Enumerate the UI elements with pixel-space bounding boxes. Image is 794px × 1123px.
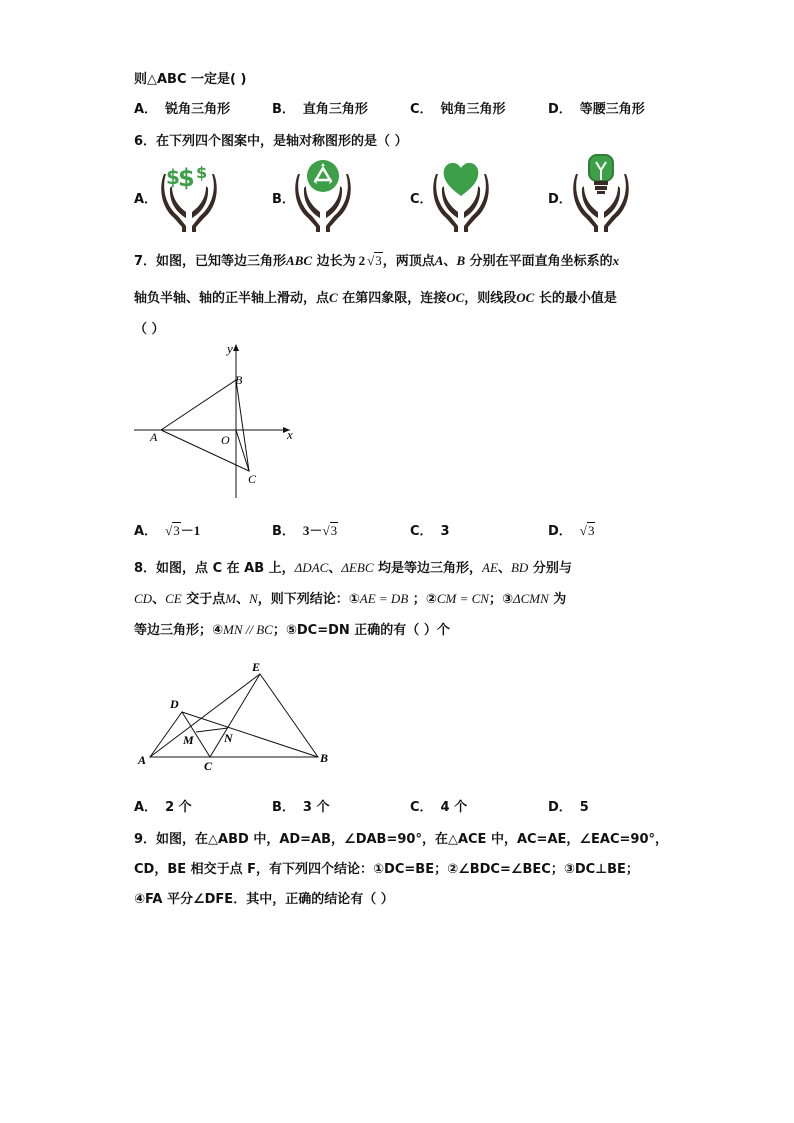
q8-triangle-figure xyxy=(130,654,340,774)
q6-option-a[interactable] xyxy=(134,188,157,207)
option-pre: 3－ xyxy=(302,523,323,538)
math-c: C xyxy=(329,290,338,305)
text-run: 为 xyxy=(548,592,567,607)
label-o: O xyxy=(221,433,230,447)
option-letter: C． xyxy=(410,800,433,815)
text-run: 分别与 xyxy=(528,561,572,576)
math-abc: ABC xyxy=(286,253,313,268)
text-run: 轴负半轴、轴的正半轴上滑动，点 xyxy=(134,291,330,306)
label-m: M xyxy=(183,733,194,747)
q8-option-a[interactable] xyxy=(134,796,192,815)
q7-option-b[interactable] xyxy=(272,520,338,539)
math-ebc: ΔEBC xyxy=(341,560,374,575)
math-cmn: ΔCMN xyxy=(512,591,549,606)
option-letter: D． xyxy=(548,524,572,539)
svg-text:$: $ xyxy=(166,165,180,189)
q7-option-a[interactable] xyxy=(134,520,200,539)
text-run: 边长为 xyxy=(312,254,356,269)
q6-option-b[interactable] xyxy=(272,188,295,207)
text-run: ，两顶点 xyxy=(382,254,435,269)
text-run: 8．如图，点 C 在 AB 上， xyxy=(134,561,295,576)
sqrt-symbol: √3 xyxy=(322,523,338,538)
option-letter: B． xyxy=(272,524,295,539)
option-text: 直角三角形 xyxy=(302,102,368,117)
label-b: B xyxy=(320,751,329,765)
option-letter: A． xyxy=(134,102,158,117)
option-letter: A． xyxy=(134,524,158,539)
option-text: 锐角三角形 xyxy=(165,102,231,117)
option-letter: B． xyxy=(272,800,295,815)
radicand: 3 xyxy=(587,523,595,538)
q8-line-3 xyxy=(134,619,450,638)
math-ae: AE xyxy=(482,560,498,575)
svg-text:$: $ xyxy=(178,164,195,192)
q8-option-d[interactable] xyxy=(548,796,589,815)
segment-ae xyxy=(150,674,260,757)
text-run: 、 xyxy=(443,254,457,269)
option-text: 4 个 xyxy=(440,800,468,815)
dollar-hands-icon xyxy=(160,156,218,234)
option-letter: C． xyxy=(410,192,433,207)
label-c: C xyxy=(248,472,257,486)
text-run: ；② xyxy=(408,592,437,607)
option-text: 2 个 xyxy=(165,800,192,815)
recycle-hands-icon xyxy=(294,156,352,234)
label-c: C xyxy=(204,759,213,773)
text-run: 、 xyxy=(328,561,342,576)
option-text: 5 xyxy=(579,800,589,815)
radicand: 3 xyxy=(330,523,338,538)
option-text: 等腰三角形 xyxy=(579,102,645,117)
heart-hands-icon xyxy=(432,156,490,234)
text-run: ；③ xyxy=(488,592,513,607)
q8-line-2 xyxy=(134,588,566,607)
q7-coordinate-figure xyxy=(128,338,308,502)
math-dac: ΔDAC xyxy=(294,560,329,575)
q5-option-d[interactable] xyxy=(548,98,645,117)
sqrt-symbol: √3 xyxy=(165,523,180,538)
math-x: x xyxy=(612,253,620,268)
q5-option-c[interactable] xyxy=(410,98,506,117)
q8-option-b[interactable] xyxy=(272,796,330,815)
label-y: y xyxy=(227,341,233,356)
option-letter: B． xyxy=(272,102,295,117)
bulb-hands-icon xyxy=(572,152,630,234)
text-run: 长的最小值是 xyxy=(534,291,617,306)
q7-option-c[interactable] xyxy=(410,520,450,539)
label-b: B xyxy=(235,373,243,387)
text-run: 分别在平面直角坐标系的 xyxy=(465,254,613,269)
label-a: A xyxy=(150,430,158,444)
label-d: D xyxy=(170,697,179,711)
text-run: 均是等边三角形， xyxy=(373,561,483,576)
text-run: ；⑤DC=DN 正确的有（ ）个 xyxy=(272,623,450,638)
option-letter: D． xyxy=(548,102,572,117)
math-cd: CD xyxy=(134,591,153,606)
text-run: ，则下列结论：① xyxy=(257,592,360,607)
text-run: 、 xyxy=(152,592,166,607)
q6-option-d[interactable] xyxy=(548,188,572,207)
text-run: ，则线段 xyxy=(464,291,517,306)
q9-line-1: 9．如图，在△ABD 中，AD=AB，∠DAB=90°，在△ACE 中，AC=AE，∠EAC=90°， xyxy=(134,832,669,847)
q7-option-d[interactable] xyxy=(548,520,595,539)
sqrt-symbol: √3 xyxy=(367,253,382,268)
math-ae-db: AE = DB xyxy=(359,591,409,606)
text-run: 交于点 xyxy=(181,592,226,607)
svg-text:$: $ xyxy=(196,163,208,182)
text-run: 等边三角形；④ xyxy=(134,623,224,638)
sqrt-symbol: √3 xyxy=(579,523,595,538)
option-text: 3 xyxy=(440,524,450,539)
radicand: 3 xyxy=(173,523,180,538)
math-a: A xyxy=(434,253,444,268)
option-text: 3 个 xyxy=(302,800,330,815)
option-post: －1 xyxy=(180,523,201,538)
option-letter: D． xyxy=(548,800,572,815)
segment-db xyxy=(182,712,318,757)
math-b: B xyxy=(456,253,466,268)
segment-oc xyxy=(236,430,249,471)
q8-option-c[interactable] xyxy=(410,796,467,815)
q9-line-2: CD，BE 相交于点 F，有下列四个结论：①DC=BE；②∠BDC=∠BEC；③DC⊥BE； xyxy=(134,862,639,877)
math-oc: OC xyxy=(516,290,535,305)
text-run: 、 xyxy=(497,561,511,576)
option-letter: D． xyxy=(548,192,572,207)
q7-line-1 xyxy=(134,250,619,269)
label-e: E xyxy=(252,660,261,674)
radicand: 3 xyxy=(375,253,382,268)
math-cm-cn: CM = CN xyxy=(436,591,489,606)
q5-option-a[interactable] xyxy=(134,98,230,117)
text-run: 在第四象限，连接 xyxy=(337,291,447,306)
q5-option-b[interactable] xyxy=(272,98,368,117)
math-bd: BD xyxy=(510,560,529,575)
math-m: M xyxy=(225,591,237,606)
q7-line-2 xyxy=(134,287,617,306)
q6-option-c[interactable] xyxy=(410,188,433,207)
option-text: 钝角三角形 xyxy=(440,102,506,117)
text-run: 、 xyxy=(236,592,250,607)
q6-stem: 6．在下列四个图案中，是轴对称图形的是（ ） xyxy=(134,134,408,149)
math-oc: OC xyxy=(446,290,465,305)
math-mn-bc: MN // BC xyxy=(223,622,273,637)
q9-line-3: ④FA 平分∠DFE．其中，正确的结论有（ ） xyxy=(134,892,394,907)
option-letter: B． xyxy=(272,192,295,207)
math-n: N xyxy=(249,591,258,606)
option-letter: C． xyxy=(410,102,433,117)
y-axis-arrow xyxy=(233,344,239,351)
q7-line-3: （ ） xyxy=(134,322,165,337)
math-two: 2 xyxy=(358,253,366,268)
label-a: A xyxy=(138,753,147,767)
option-letter: C． xyxy=(410,524,433,539)
math-ce: CE xyxy=(165,591,182,606)
q8-line-1 xyxy=(134,557,572,576)
text-run: 7．如图，已知等边三角形 xyxy=(134,254,287,269)
q5-tail: 则△ABC 一定是( ) xyxy=(134,72,247,87)
option-letter: A． xyxy=(134,800,158,815)
option-letter: A． xyxy=(134,192,158,207)
label-x: x xyxy=(287,427,293,442)
label-n: N xyxy=(224,731,233,745)
